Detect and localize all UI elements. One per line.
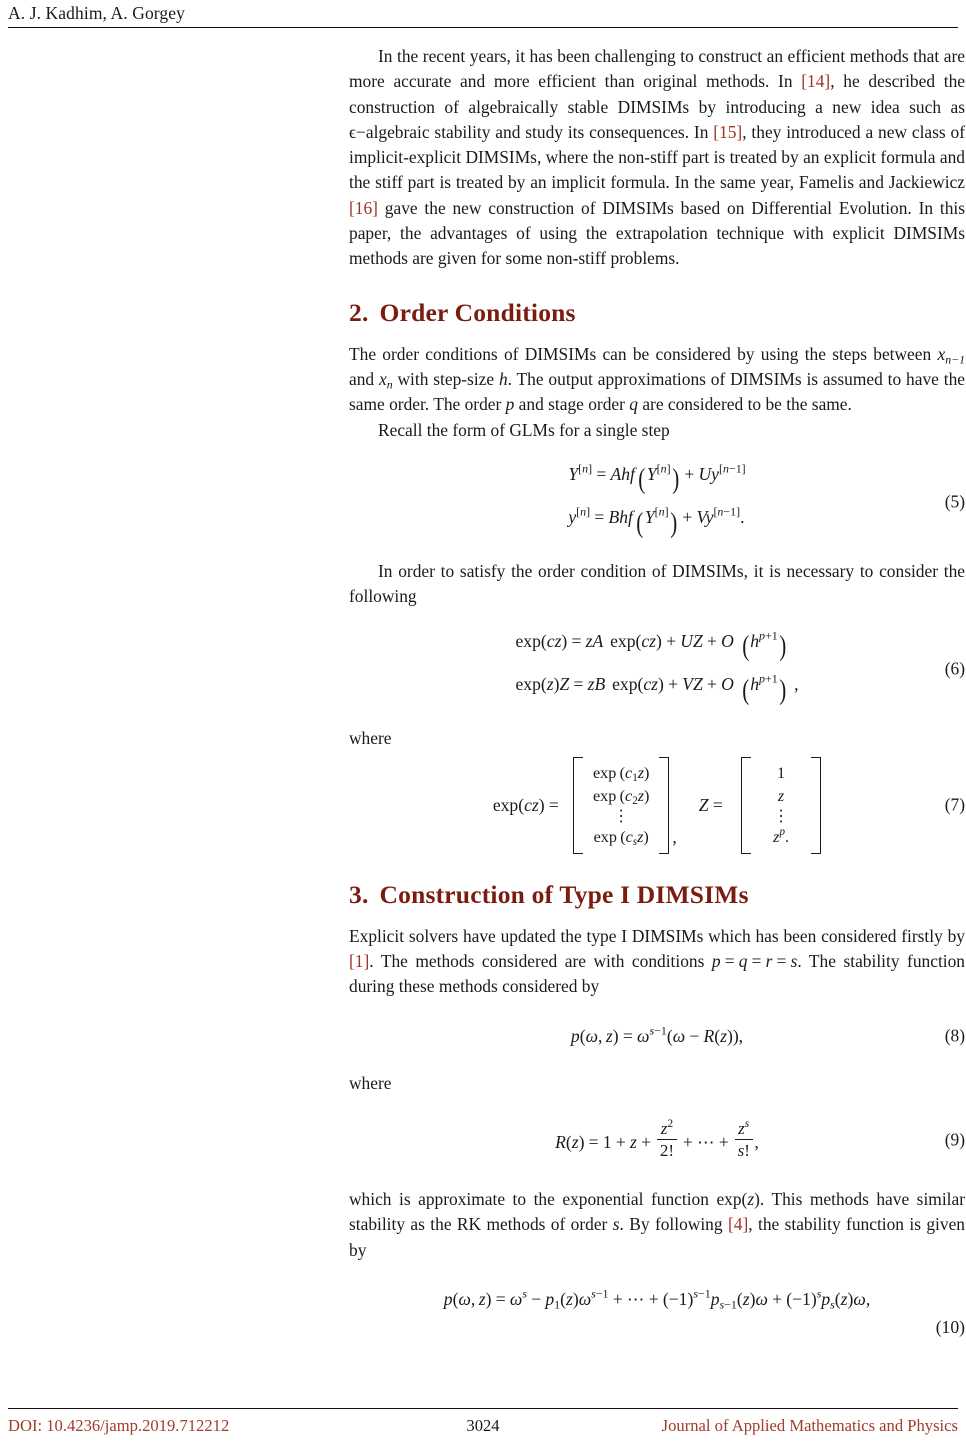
journal-name[interactable]: Journal of Applied Mathematics and Physics xyxy=(661,1416,958,1435)
citation-14[interactable]: [14] xyxy=(801,71,831,92)
equation-7-number: (7) xyxy=(944,794,965,815)
paragraph-order-conditions xyxy=(349,342,965,418)
equation-10 xyxy=(349,1286,965,1338)
matrix1-row-4: $\exp (c_sz)$ xyxy=(593,827,649,848)
matrix2-row-2: z xyxy=(777,786,785,805)
math-p: p xyxy=(505,394,515,415)
equation-5-line-1: Y[n] = Ahf (Y[n]) + Uy[n−1] xyxy=(568,461,746,496)
doi-link[interactable]: DOI: 10.4236/jamp.2019.712212 xyxy=(8,1416,230,1435)
equation-10-number: (10) xyxy=(935,1317,965,1337)
s3-text-b: . The methods considered are with conditions xyxy=(369,950,712,971)
after-eq9-text-d: , the stability function is given by xyxy=(349,1214,966,1260)
equation-5-number: (5) xyxy=(944,491,965,512)
s2-text-c: with step-size xyxy=(392,368,499,389)
citation-4[interactable]: [4] xyxy=(727,1214,749,1235)
matrix1-row-2: $\exp (c_2z)$ xyxy=(592,786,650,807)
matrix2-row-3: ⋮ xyxy=(772,806,790,825)
equation-8 xyxy=(349,1023,965,1047)
s2-text-f: are considered to be the same. xyxy=(637,394,852,415)
equation-7 xyxy=(349,757,965,854)
paragraph-order-condition-satisfy xyxy=(349,559,965,610)
where-label-1 xyxy=(349,726,965,751)
s3-text-a: Explicit solvers have updated the type I DIMSIMs which has been considered firstly by xyxy=(349,925,965,946)
header-rule xyxy=(8,27,958,28)
section-3-number: 3. xyxy=(349,879,369,909)
equation-5 xyxy=(349,461,965,543)
footer-rule xyxy=(8,1408,958,1409)
math-x-n: $x_n$ xyxy=(378,368,393,392)
where-label-2 xyxy=(349,1071,965,1096)
section-2-title: Order Conditions xyxy=(379,297,576,327)
intro-text-2: , he described the construction of algebraically stable DIMSIMs by introducing a new idea such as ϵ−algebraic stability and study its consequences. In xyxy=(349,71,965,142)
s2-recall-text: Recall the form of GLMs for a single step xyxy=(378,419,670,440)
intro-text-4: gave the new construction of DIMSIMs based on Differential Evolution. In this paper, the advantages of using the extrapolation technique with explicit DIMSIMs methods are given for some non-stiff problems. xyxy=(349,197,965,269)
matrix-Z xyxy=(741,757,821,854)
page-number: 3024 xyxy=(466,1416,500,1435)
equation-6-number: (6) xyxy=(944,658,965,679)
s2-text-a: The order conditions of DIMSIMs can be considered by using the steps between xyxy=(349,343,938,364)
matrix-exp-cz xyxy=(573,757,669,854)
section-heading-2 xyxy=(349,298,965,328)
citation-15[interactable]: [15] xyxy=(713,121,743,142)
equation-10-content-wrap xyxy=(349,1286,965,1312)
paragraph-recall-glm xyxy=(349,418,965,443)
paragraph-explicit-solvers: Explicit solvers have updated the type I DIMSIMs which has been considered firstly by [1]. The methods considered are with conditions p = q = r = s. The stability function during these methods considered by xyxy=(349,925,966,997)
equation-9-content: R(z) = 1 + z + $\frac{z^2}{2!}$ + ⋯ + $\frac{z^s}{s!}$ , xyxy=(555,1116,759,1161)
page-footer xyxy=(8,1414,958,1440)
section-3-title: Construction of Type I DIMSIMs xyxy=(379,879,749,909)
s2-text-b: and xyxy=(349,368,379,389)
matrix1-row-1: $\exp (c_1z)$ xyxy=(592,763,650,785)
section-heading-3 xyxy=(349,880,965,910)
equation-7-content xyxy=(493,757,821,854)
section-2-number: 2. xyxy=(349,297,369,327)
equation-9 xyxy=(349,1116,965,1161)
header-authors: A. J. Kadhim, A. Gorgey xyxy=(8,3,185,23)
math-s-order: s xyxy=(612,1214,620,1235)
equation-8-content: p(ω, $z) = \omega^{s-1}(\omega - R(z))$, xyxy=(570,1023,744,1046)
equation-6 xyxy=(349,628,965,710)
equation-7-lhs: exp(cz) = xyxy=(492,794,559,815)
s2-text-d: . The output approximations of DIMSIMs is assumed to have the same order. The order xyxy=(349,368,965,415)
s3-text-c: . The stability function during these methods considered by xyxy=(349,950,966,997)
equation-6-lines xyxy=(516,628,799,710)
matrix1-row-3: ⋮ xyxy=(613,806,630,825)
equation-5-line-2: y[n] = Bhf (Y[n]) + Vy[n−1]. xyxy=(568,505,745,539)
equation-10-number-wrap xyxy=(349,1317,965,1338)
paragraph-approximate-exp xyxy=(349,1187,965,1263)
citation-16[interactable]: [16] xyxy=(349,197,378,218)
after-eq5-text: In order to satisfy the order condition of DIMSIMs, it is necessary to consider the following xyxy=(349,560,965,607)
equation-10-content: p(ω, $z) = \omega^s - p_1(z)\omega^{s-1}$ + ⋯ + $(-1)^{s-1}p_{s-1}(z)\omega + (-1)^sp_s(z)\omega$, xyxy=(443,1286,871,1312)
after-eq9-text-b: ). This methods have similar stability as the RK methods of order xyxy=(349,1189,965,1235)
equation-8-number: (8) xyxy=(944,1025,965,1046)
s2-text-e: and stage order xyxy=(514,394,630,415)
equation-6-line-2: exp(z)Z = zB exp(cz) + VZ + O $(h^{p+1})$ , xyxy=(515,671,799,706)
paragraph-intro xyxy=(349,44,965,272)
equation-5-lines xyxy=(568,461,745,543)
running-header xyxy=(8,0,958,30)
text-column xyxy=(349,44,965,1338)
matrix2-row-1: 1 xyxy=(777,763,786,782)
math-p-q-r-s: p xyxy=(711,950,721,971)
intro-text-3: , they introduced a new class of implicit-explicit DIMSIMs, where the non-stiff part is treated by an explicit formula and the stiff part is treated by an implicit formula. In the same year, Famelis and Jackiewicz xyxy=(349,121,965,193)
after-eq9-text-a: which is approximate to the exponential function exp( xyxy=(349,1189,748,1210)
citation-1[interactable]: [1] xyxy=(349,950,370,971)
after-eq9-text-c: . By following xyxy=(619,1214,728,1235)
equation-7-mid: Z = xyxy=(698,794,723,815)
intro-text-1: In the recent years, it has been challenging to construct an efficient methods that are more accurate and more efficient than original methods. In xyxy=(349,46,965,92)
where-text-1: where xyxy=(349,727,392,748)
equation-9-number: (9) xyxy=(944,1129,965,1150)
math-z-arg: z xyxy=(747,1189,755,1210)
math-h: h xyxy=(498,368,508,389)
math-x-n-minus-1: $x_{n-1}$ xyxy=(937,343,965,366)
equation-7-comma: , xyxy=(672,826,677,847)
math-q: q xyxy=(629,394,638,415)
where-text-2: where xyxy=(349,1072,392,1093)
matrix2-row-4: $z^p$. xyxy=(773,825,789,846)
equation-6-line-1: exp(cz) = zA exp(cz) + UZ + O $(h^{p+1})$ xyxy=(515,628,786,663)
